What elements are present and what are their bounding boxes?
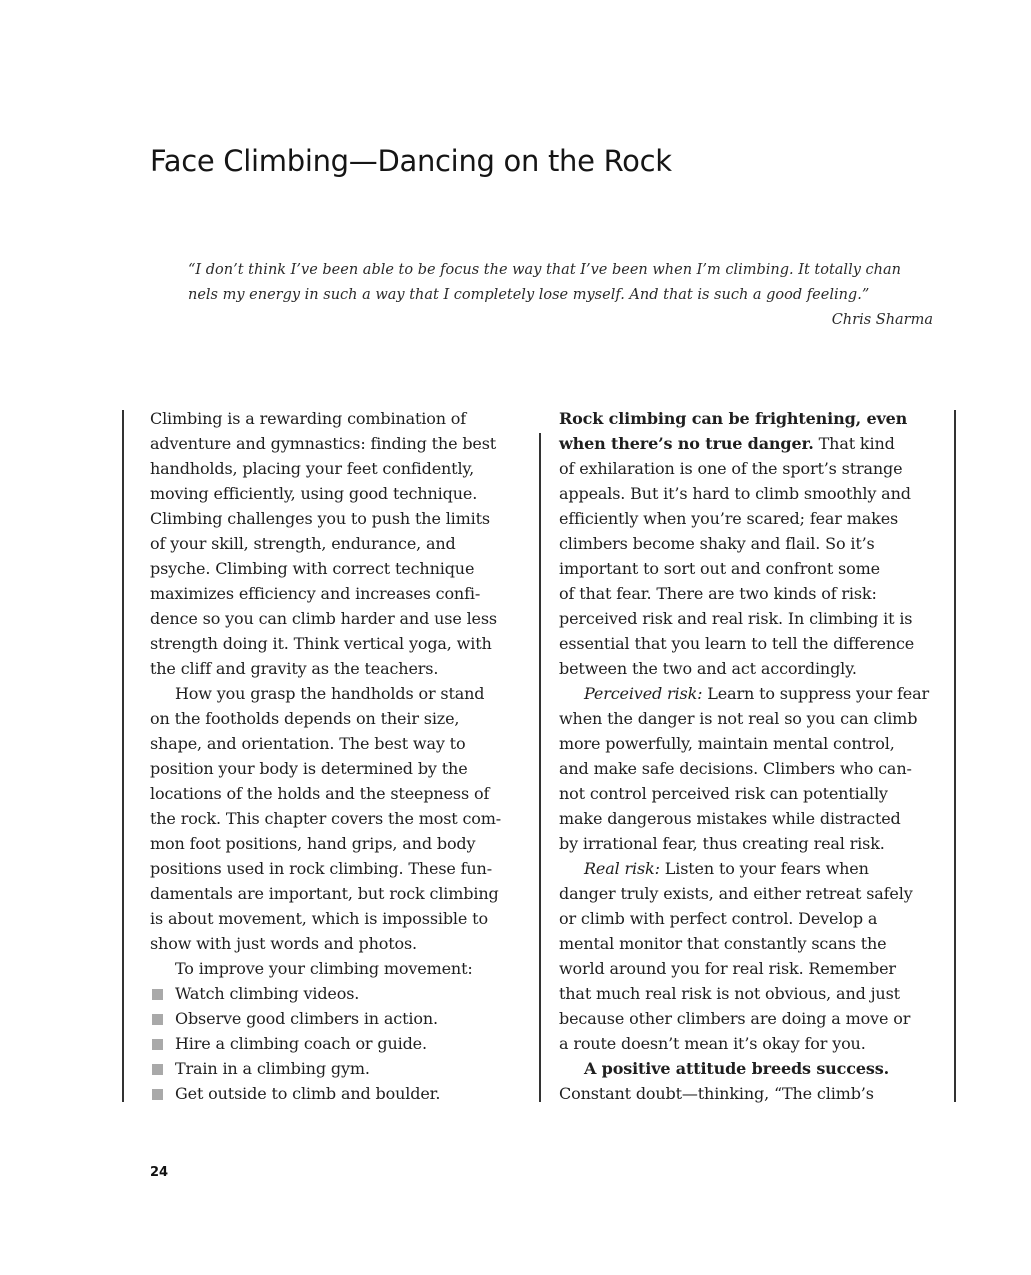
list-item bbox=[150, 1031, 525, 1056]
epigraph-line: “I don’t think I’ve been able to be focus the way that I’ve been when I’m climbing. It totally chan bbox=[188, 262, 901, 278]
paragraph-attitude bbox=[559, 1056, 939, 1106]
paragraph-holds bbox=[150, 681, 525, 956]
bold-lead: when there’s no true danger. bbox=[559, 434, 814, 453]
square-bullet-icon bbox=[152, 1039, 163, 1050]
text-run: Learn to suppress your fear bbox=[702, 684, 929, 703]
text-line: Climbing challenges you to push the limits bbox=[150, 509, 490, 528]
list-item bbox=[150, 1056, 525, 1081]
list-item-text: Get outside to climb and boulder. bbox=[175, 1084, 441, 1103]
text-line: strength doing it. Think vertical yoga, with bbox=[150, 634, 492, 653]
text-line bbox=[559, 406, 939, 431]
text-line: positions used in rock climbing. These fun- bbox=[150, 859, 492, 878]
square-bullet-icon bbox=[152, 1089, 163, 1100]
square-bullet-icon bbox=[152, 1014, 163, 1025]
text-line: essential that you learn to tell the difference bbox=[559, 634, 915, 653]
text-line: and make safe decisions. Climbers who can- bbox=[559, 759, 912, 778]
text-line: Climbing is a rewarding combination of bbox=[150, 409, 467, 428]
epigraph-line: nels my energy in such a way that I completely lose myself. And that is such a good feeling.” bbox=[188, 287, 870, 303]
text-line: or climb with perfect control. Develop a bbox=[559, 909, 878, 928]
page-number: 24 bbox=[150, 1165, 169, 1180]
text-line: adventure and gymnastics: finding the best bbox=[150, 434, 497, 453]
list-item bbox=[150, 1081, 525, 1106]
text-line: the cliff and gravity as the teachers. bbox=[150, 659, 439, 678]
epigraph-attribution: Chris Sharma bbox=[831, 312, 933, 328]
text-line: Constant doubt—thinking, “The climb’s bbox=[559, 1084, 874, 1103]
list-item-text: Observe good climbers in action. bbox=[175, 1009, 438, 1028]
text-line: handholds, placing your feet confidently, bbox=[150, 459, 475, 478]
text-line bbox=[559, 681, 939, 706]
text-line: show with just words and photos. bbox=[150, 934, 417, 953]
text-line bbox=[559, 431, 939, 456]
text-line: locations of the holds and the steepness of bbox=[150, 784, 490, 803]
text-line: world around you for real risk. Remember bbox=[559, 959, 896, 978]
text-line: of that fear. There are two kinds of risk: bbox=[559, 584, 877, 603]
list-intro: To improve your climbing movement: bbox=[175, 959, 473, 978]
paragraph-perceived-risk bbox=[559, 681, 939, 856]
text-line bbox=[559, 1056, 939, 1081]
text-line: efficiently when you’re scared; fear makes bbox=[559, 509, 899, 528]
text-line: damentals are important, but rock climbing bbox=[150, 884, 499, 903]
paragraph-real-risk bbox=[559, 856, 939, 1056]
list-item bbox=[150, 1006, 525, 1031]
text-line: not control perceived risk can potentially bbox=[559, 784, 888, 803]
text-line: by irrational fear, thus creating real risk. bbox=[559, 834, 885, 853]
text-run: That kind bbox=[813, 434, 895, 453]
text-run: Listen to your fears when bbox=[659, 859, 869, 878]
text-line: of exhilaration is one of the sport’s strange bbox=[559, 459, 903, 478]
paragraph-intro bbox=[150, 406, 525, 681]
list-item-text: Train in a climbing gym. bbox=[175, 1059, 370, 1078]
italic-lead: Real risk: bbox=[584, 859, 660, 878]
text-line: mon foot positions, hand grips, and body bbox=[150, 834, 476, 853]
left-column-rule bbox=[122, 410, 124, 1102]
chapter-title: Face Climbing—Dancing on the Rock bbox=[150, 144, 672, 178]
left-column bbox=[150, 406, 525, 1106]
text-line bbox=[559, 856, 939, 881]
bold-lead: A positive attitude breeds success. bbox=[584, 1059, 890, 1078]
text-line: on the footholds depends on their size, bbox=[150, 709, 460, 728]
text-line: How you grasp the handholds or stand bbox=[175, 684, 485, 703]
text-line: of your skill, strength, endurance, and bbox=[150, 534, 456, 553]
list-item-text: Hire a climbing coach or guide. bbox=[175, 1034, 427, 1053]
paragraph-fear bbox=[559, 406, 939, 681]
text-line: perceived risk and real risk. In climbing it is bbox=[559, 609, 913, 628]
bullet-list bbox=[150, 981, 525, 1106]
text-line: when the danger is not real so you can climb bbox=[559, 709, 918, 728]
text-line: appeals. But it’s hard to climb smoothly and bbox=[559, 484, 911, 503]
text-line: climbers become shaky and flail. So it’s bbox=[559, 534, 875, 553]
bold-lead: Rock climbing can be frightening, even bbox=[559, 409, 908, 428]
text-line: make dangerous mistakes while distracted bbox=[559, 809, 901, 828]
text-line: mental monitor that constantly scans the bbox=[559, 934, 887, 953]
italic-lead: Perceived risk: bbox=[584, 684, 703, 703]
text-line: shape, and orientation. The best way to bbox=[150, 734, 466, 753]
square-bullet-icon bbox=[152, 1064, 163, 1075]
text-line: that much real risk is not obvious, and just bbox=[559, 984, 900, 1003]
text-line: because other climbers are doing a move or bbox=[559, 1009, 911, 1028]
text-line: the rock. This chapter covers the most com- bbox=[150, 809, 502, 828]
text-line: is about movement, which is impossible to bbox=[150, 909, 488, 928]
right-column-rule bbox=[954, 410, 956, 1102]
text-line: maximizes efficiency and increases confi- bbox=[150, 584, 481, 603]
text-line: position your body is determined by the bbox=[150, 759, 468, 778]
list-item-text: Watch climbing videos. bbox=[175, 984, 360, 1003]
text-line: a route doesn’t mean it’s okay for you. bbox=[559, 1034, 866, 1053]
text-line: moving efficiently, using good technique. bbox=[150, 484, 478, 503]
middle-column-rule bbox=[539, 433, 541, 1102]
text-line: dence so you can climb harder and use less bbox=[150, 609, 497, 628]
square-bullet-icon bbox=[152, 989, 163, 1000]
list-item bbox=[150, 981, 525, 1006]
text-line: more powerfully, maintain mental control, bbox=[559, 734, 895, 753]
text-line: danger truly exists, and either retreat safely bbox=[559, 884, 913, 903]
text-line: psyche. Climbing with correct technique bbox=[150, 559, 475, 578]
epigraph bbox=[188, 258, 933, 333]
text-line: important to sort out and confront some bbox=[559, 559, 880, 578]
right-column bbox=[559, 406, 939, 1106]
text-line: between the two and act accordingly. bbox=[559, 659, 857, 678]
